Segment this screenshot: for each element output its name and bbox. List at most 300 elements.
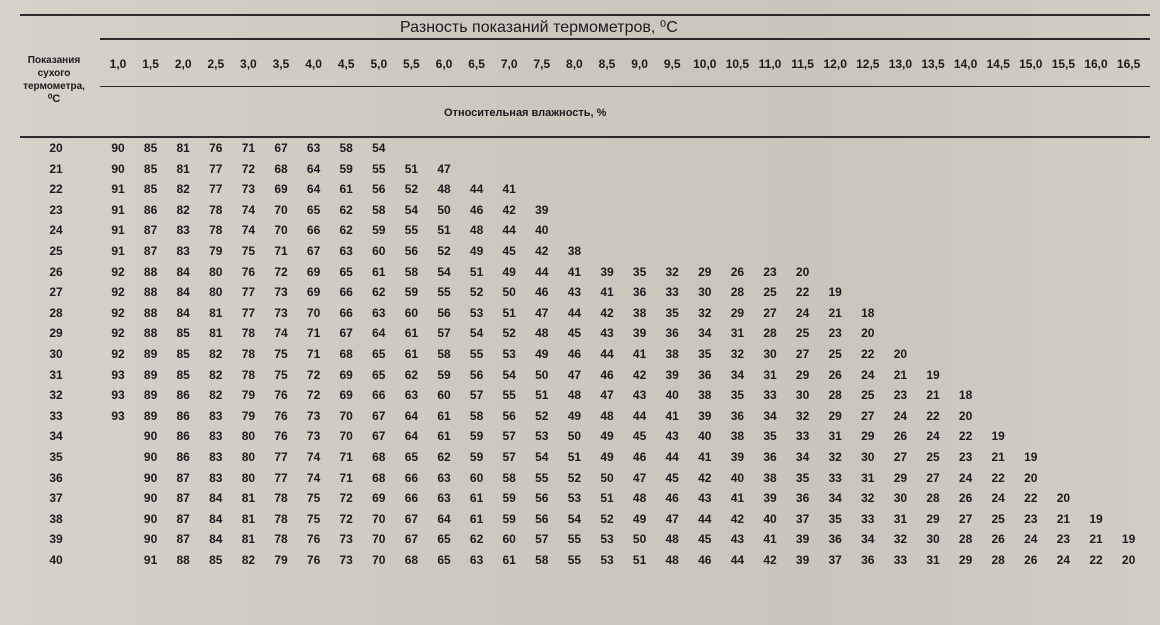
humidity-cell: 46 (567, 347, 582, 361)
humidity-cell: 57 (535, 532, 549, 547)
humidity-cell: 65 (372, 347, 386, 361)
humidity-cell: 24 (991, 491, 1005, 506)
humidity-cell: 66 (339, 305, 353, 320)
dry-thermometer-cell: 21 (49, 161, 63, 176)
humidity-cell: 69 (339, 388, 353, 403)
difference-header-cell: 15,0 (1019, 57, 1043, 71)
dry-thermometer-cell: 34 (49, 429, 63, 444)
humidity-cell: 55 (404, 223, 419, 238)
humidity-cell: 83 (209, 450, 223, 464)
humidity-cell: 20 (1024, 470, 1038, 485)
humidity-cell: 91 (111, 244, 125, 258)
humidity-cell: 83 (176, 244, 190, 258)
humidity-cell: 59 (469, 429, 484, 444)
humidity-cell: 85 (143, 161, 158, 176)
humidity-cell: 54 (535, 450, 549, 464)
humidity-cell: 53 (600, 532, 614, 547)
humidity-cell: 52 (567, 470, 582, 485)
humidity-cell: 28 (730, 285, 745, 300)
humidity-cell: 37 (828, 553, 842, 567)
humidity-cell: 78 (209, 223, 223, 238)
humidity-cell: 76 (241, 264, 256, 279)
humidity-cell: 67 (306, 244, 321, 258)
humidity-cell: 62 (339, 202, 353, 217)
difference-header-cell: 5,5 (403, 57, 420, 71)
humidity-cell: 44 (469, 182, 484, 197)
humidity-cell: 48 (469, 223, 484, 238)
humidity-cell: 72 (339, 491, 353, 506)
humidity-cell: 52 (535, 408, 549, 423)
humidity-cell: 77 (274, 450, 288, 464)
humidity-cell: 19 (828, 285, 842, 300)
header-rule-2 (100, 86, 1150, 87)
humidity-cell: 48 (665, 553, 679, 567)
humidity-cell: 29 (730, 305, 745, 320)
humidity-cell: 63 (437, 491, 451, 506)
humidity-cell: 23 (893, 388, 908, 403)
humidity-cell: 81 (209, 305, 223, 320)
humidity-cell: 41 (763, 532, 777, 547)
humidity-cell: 60 (437, 388, 451, 403)
first-column-header (14, 54, 94, 106)
humidity-cell: 88 (176, 553, 190, 567)
humidity-cell: 85 (176, 367, 190, 382)
humidity-cell: 55 (502, 388, 516, 403)
humidity-cell: 45 (665, 470, 679, 485)
humidity-cell: 74 (306, 450, 321, 464)
humidity-cell: 65 (437, 553, 451, 567)
humidity-cell: 64 (306, 161, 321, 176)
humidity-cell: 21 (926, 388, 940, 403)
humidity-cell: 26 (893, 429, 908, 444)
difference-header-cell: 13,0 (888, 57, 913, 71)
humidity-cell: 34 (698, 326, 712, 341)
dry-thermometer-cell: 24 (49, 223, 63, 238)
humidity-cell: 19 (1121, 532, 1136, 547)
humidity-cell: 32 (665, 264, 679, 279)
humidity-cell: 23 (1024, 511, 1038, 526)
humidity-cell: 22 (795, 285, 810, 300)
humidity-cell: 44 (600, 347, 614, 361)
humidity-cell: 50 (535, 367, 549, 382)
humidity-cell: 45 (698, 532, 712, 547)
humidity-cell: 40 (665, 388, 679, 403)
humidity-cell: 39 (795, 553, 810, 567)
difference-header-cell: 6,5 (468, 57, 485, 71)
humidity-cell: 87 (143, 244, 158, 258)
humidity-cell: 44 (535, 264, 549, 279)
humidity-cell: 34 (828, 491, 842, 506)
humidity-cell: 50 (437, 202, 451, 217)
humidity-cell: 81 (209, 326, 223, 341)
humidity-cell: 35 (763, 429, 777, 444)
humidity-cell: 67 (372, 408, 386, 423)
humidity-cell: 54 (502, 367, 516, 382)
humidity-cell: 90 (143, 511, 158, 526)
humidity-cell: 53 (567, 491, 582, 506)
humidity-cell: 69 (274, 182, 288, 197)
dry-thermometer-cell: 28 (49, 305, 63, 320)
humidity-cell: 24 (795, 305, 810, 320)
humidity-cell: 27 (795, 347, 810, 361)
humidity-cell: 88 (143, 326, 158, 341)
humidity-cell: 20 (795, 264, 810, 279)
humidity-cell: 85 (143, 182, 158, 197)
difference-header-cell: 16,0 (1084, 57, 1108, 71)
humidity-cell: 59 (372, 223, 386, 238)
humidity-cell: 61 (437, 408, 451, 423)
humidity-cell: 58 (437, 347, 451, 361)
humidity-cell: 56 (404, 244, 419, 258)
humidity-cell: 52 (437, 244, 451, 258)
humidity-cell: 28 (828, 388, 842, 403)
difference-header-cell: 13,5 (921, 57, 945, 71)
humidity-cell: 75 (274, 347, 288, 361)
difference-header-cell: 7,0 (500, 57, 518, 71)
humidity-cell: 60 (404, 305, 419, 320)
humidity-cell: 38 (665, 347, 679, 361)
humidity-cell: 21 (893, 367, 908, 382)
dry-thermometer-cell: 26 (49, 264, 63, 279)
humidity-cell: 76 (274, 388, 288, 403)
humidity-cell: 70 (274, 223, 288, 238)
humidity-cell: 80 (241, 470, 256, 485)
humidity-cell: 66 (404, 491, 419, 506)
difference-header-cell: 12,0 (823, 57, 847, 71)
humidity-cell: 44 (567, 305, 582, 320)
humidity-cell: 61 (372, 264, 386, 279)
humidity-cell: 84 (209, 511, 223, 526)
humidity-cell: 54 (372, 141, 386, 155)
humidity-cell: 40 (763, 511, 777, 526)
humidity-cell: 32 (795, 408, 810, 423)
humidity-cell: 59 (339, 161, 353, 176)
humidity-cell: 23 (828, 326, 842, 341)
humidity-cell: 78 (241, 326, 256, 341)
humidity-cell: 48 (665, 532, 679, 547)
humidity-cell: 70 (339, 408, 353, 423)
difference-header-cell: 11,0 (758, 57, 782, 71)
humidity-cell: 84 (209, 491, 223, 506)
humidity-cell: 74 (306, 470, 321, 485)
humidity-cell: 55 (372, 161, 386, 176)
humidity-cell: 33 (861, 511, 875, 526)
dry-thermometer-cell: 23 (49, 202, 63, 217)
humidity-cell: 41 (600, 285, 614, 300)
humidity-cell: 79 (241, 388, 256, 403)
humidity-cell: 78 (274, 511, 288, 526)
humidity-cell: 43 (600, 326, 614, 341)
humidity-cell: 31 (828, 429, 842, 444)
humidity-cell: 73 (274, 305, 288, 320)
humidity-cell: 90 (143, 450, 158, 464)
humidity-cell: 30 (763, 347, 777, 361)
humidity-cell: 45 (502, 244, 516, 258)
humidity-cell: 72 (306, 367, 321, 382)
humidity-cell: 56 (502, 408, 516, 423)
top-rule (20, 14, 1150, 16)
humidity-cell: 83 (209, 408, 223, 423)
humidity-cell: 73 (306, 429, 321, 444)
humidity-cell: 25 (861, 388, 875, 403)
humidity-cell: 54 (404, 202, 419, 217)
humidity-cell: 31 (763, 367, 777, 382)
humidity-cell: 91 (111, 182, 125, 197)
humidity-cell: 27 (763, 305, 777, 320)
humidity-cell: 68 (404, 553, 419, 567)
humidity-cell: 81 (176, 161, 190, 176)
humidity-cell: 75 (306, 511, 321, 526)
dry-thermometer-cell: 29 (49, 326, 63, 341)
humidity-cell: 38 (698, 388, 712, 403)
humidity-cell: 31 (893, 511, 908, 526)
humidity-cell: 45 (567, 326, 582, 341)
humidity-cell: 67 (372, 429, 386, 444)
humidity-cell: 76 (274, 408, 288, 423)
humidity-cell: 48 (632, 491, 647, 506)
humidity-cell: 23 (763, 264, 777, 279)
humidity-cell: 75 (274, 367, 288, 382)
humidity-cell: 20 (1121, 553, 1136, 567)
humidity-cell: 89 (143, 367, 158, 382)
humidity-cell: 76 (274, 429, 288, 444)
humidity-cell: 34 (861, 532, 875, 547)
humidity-cell: 33 (828, 470, 842, 485)
humidity-cell: 88 (143, 264, 158, 279)
difference-header-cell: 10,5 (725, 57, 750, 71)
humidity-cell: 24 (958, 470, 973, 485)
humidity-cell: 58 (404, 264, 419, 279)
humidity-cell: 27 (926, 470, 940, 485)
humidity-cell: 86 (176, 429, 190, 444)
humidity-cell: 25 (795, 326, 810, 341)
humidity-cell: 20 (861, 326, 875, 341)
humidity-cell: 52 (600, 511, 614, 526)
humidity-cell: 84 (209, 532, 223, 547)
humidity-cell: 43 (632, 388, 647, 403)
humidity-cell: 87 (176, 491, 190, 506)
humidity-cell: 59 (404, 285, 419, 300)
humidity-cell: 47 (437, 161, 451, 176)
humidity-cell: 83 (209, 470, 223, 485)
humidity-cell: 89 (143, 408, 158, 423)
dry-thermometer-cell: 33 (49, 408, 63, 423)
humidity-cell: 33 (665, 285, 679, 300)
humidity-cell: 80 (241, 429, 256, 444)
humidity-cell: 36 (763, 450, 777, 464)
humidity-cell: 48 (535, 326, 549, 341)
humidity-cell: 73 (274, 285, 288, 300)
humidity-cell: 31 (861, 470, 875, 485)
humidity-cell: 35 (665, 305, 679, 320)
humidity-cell: 57 (502, 429, 516, 444)
humidity-cell: 49 (632, 511, 647, 526)
humidity-cell: 19 (991, 429, 1005, 444)
humidity-cell: 47 (632, 470, 647, 485)
humidity-cell: 50 (632, 532, 647, 547)
humidity-cell: 59 (469, 450, 484, 464)
humidity-cell: 64 (404, 429, 419, 444)
humidity-cell: 58 (502, 470, 516, 485)
humidity-cell: 24 (926, 429, 940, 444)
humidity-cell: 25 (763, 285, 777, 300)
humidity-cell: 67 (274, 141, 288, 155)
header-rule-3 (20, 136, 1150, 138)
dry-thermometer-cell: 32 (49, 388, 63, 403)
humidity-cell: 41 (632, 347, 647, 361)
humidity-cell: 29 (926, 511, 940, 526)
humidity-cell: 69 (339, 367, 353, 382)
humidity-cell: 20 (958, 408, 973, 423)
humidity-cell: 49 (600, 450, 614, 464)
humidity-cell: 84 (176, 305, 190, 320)
humidity-cell: 41 (502, 182, 516, 197)
humidity-cell: 63 (437, 470, 451, 485)
humidity-cell: 61 (469, 491, 484, 506)
humidity-cell: 62 (469, 532, 484, 547)
humidity-cell: 39 (535, 202, 549, 217)
humidity-cell: 79 (209, 244, 223, 258)
humidity-cell: 39 (665, 367, 679, 382)
humidity-cell: 35 (730, 388, 745, 403)
humidity-cell: 73 (339, 553, 353, 567)
humidity-cell: 76 (306, 532, 321, 547)
humidity-cell: 55 (437, 285, 451, 300)
humidity-cell: 24 (1056, 553, 1071, 567)
humidity-cell: 34 (795, 450, 810, 464)
humidity-cell: 74 (241, 223, 256, 238)
humidity-cell: 42 (502, 202, 516, 217)
humidity-cell: 43 (665, 429, 679, 444)
humidity-cell: 82 (209, 367, 223, 382)
humidity-cell: 29 (958, 553, 973, 567)
humidity-cell: 80 (209, 285, 223, 300)
dry-thermometer-cell: 27 (49, 285, 63, 300)
difference-header-cell: 9,0 (631, 57, 648, 71)
humidity-cell: 63 (469, 553, 484, 567)
humidity-cell: 63 (404, 388, 419, 403)
humidity-cell: 73 (339, 532, 353, 547)
humidity-cell: 89 (143, 347, 158, 361)
humidity-cell: 33 (893, 553, 908, 567)
humidity-cell: 55 (567, 553, 582, 567)
humidity-cell: 71 (339, 470, 353, 485)
humidity-cell: 76 (306, 553, 321, 567)
humidity-cell: 81 (241, 511, 256, 526)
humidity-cell: 22 (926, 408, 940, 423)
humidity-cell: 84 (176, 285, 190, 300)
humidity-cell: 93 (111, 408, 125, 423)
humidity-cell: 26 (991, 532, 1005, 547)
humidity-cell: 48 (437, 182, 451, 197)
humidity-cell: 43 (698, 491, 712, 506)
humidity-cell: 47 (567, 367, 582, 382)
humidity-cell: 45 (632, 429, 647, 444)
humidity-cell: 51 (469, 264, 484, 279)
humidity-cell: 36 (795, 491, 810, 506)
humidity-cell: 36 (698, 367, 712, 382)
humidity-cell: 28 (958, 532, 973, 547)
difference-header-cell: 14,0 (953, 57, 978, 71)
humidity-cell: 79 (241, 408, 256, 423)
humidity-cell: 51 (567, 450, 582, 464)
humidity-cell: 78 (274, 491, 288, 506)
humidity-cell: 77 (241, 285, 256, 300)
humidity-cell: 29 (795, 367, 810, 382)
humidity-cell: 55 (469, 347, 484, 361)
humidity-cell: 56 (535, 511, 549, 526)
humidity-cell: 26 (730, 264, 745, 279)
humidity-cell: 51 (404, 161, 419, 176)
humidity-cell: 46 (698, 553, 712, 567)
humidity-cell: 85 (143, 141, 158, 155)
humidity-cell: 82 (209, 388, 223, 403)
humidity-cell: 87 (176, 511, 190, 526)
humidity-cell: 58 (339, 141, 353, 155)
humidity-cell: 34 (763, 408, 777, 423)
dry-thermometer-cell: 25 (49, 244, 63, 258)
humidity-cell: 28 (763, 326, 777, 341)
humidity-cell: 36 (828, 532, 842, 547)
humidity-cell: 80 (241, 450, 256, 464)
humidity-cell: 74 (241, 202, 256, 217)
humidity-cell: 26 (958, 491, 973, 506)
difference-header-cell: 5,0 (370, 57, 388, 71)
humidity-cell: 50 (600, 470, 614, 485)
humidity-cell: 39 (730, 450, 745, 464)
humidity-cell: 30 (698, 285, 712, 300)
humidity-cell: 21 (828, 305, 842, 320)
humidity-cell: 39 (763, 491, 777, 506)
humidity-cell: 32 (698, 305, 712, 320)
humidity-cell: 71 (306, 326, 321, 341)
difference-header-cell: 2,0 (174, 57, 192, 71)
difference-header-cell: 16,5 (1116, 57, 1141, 71)
humidity-cell: 66 (404, 470, 419, 485)
difference-header-cell: 12,5 (856, 57, 880, 71)
humidity-cell: 92 (111, 347, 125, 361)
humidity-cell: 90 (143, 491, 158, 506)
humidity-cell: 30 (893, 491, 908, 506)
humidity-cell: 39 (698, 408, 712, 423)
humidity-cell: 44 (502, 223, 516, 238)
humidity-cell: 22 (958, 429, 973, 444)
humidity-cell: 42 (632, 367, 647, 382)
humidity-cell: 38 (567, 244, 582, 258)
humidity-cell: 80 (209, 264, 223, 279)
humidity-cell: 66 (372, 388, 386, 403)
humidity-cell: 36 (861, 553, 875, 567)
humidity-cell: 49 (469, 244, 484, 258)
humidity-cell: 40 (730, 470, 745, 485)
humidity-cell: 44 (632, 408, 647, 423)
humidity-cell: 61 (437, 429, 451, 444)
humidity-cell: 76 (209, 141, 223, 155)
humidity-cell: 23 (958, 450, 973, 464)
humidity-cell: 48 (567, 388, 582, 403)
dry-thermometer-cell: 30 (49, 347, 63, 361)
humidity-cell: 50 (567, 429, 582, 444)
humidity-cell: 78 (274, 532, 288, 547)
humidity-cell: 61 (339, 182, 353, 197)
humidity-cell: 61 (502, 553, 516, 567)
humidity-cell: 78 (241, 347, 256, 361)
dry-thermometer-cell: 36 (49, 470, 63, 485)
humidity-cell: 59 (437, 367, 451, 382)
difference-header-cell: 14,5 (986, 57, 1010, 71)
header-rule-1 (100, 38, 1150, 40)
humidity-cell: 48 (600, 408, 614, 423)
